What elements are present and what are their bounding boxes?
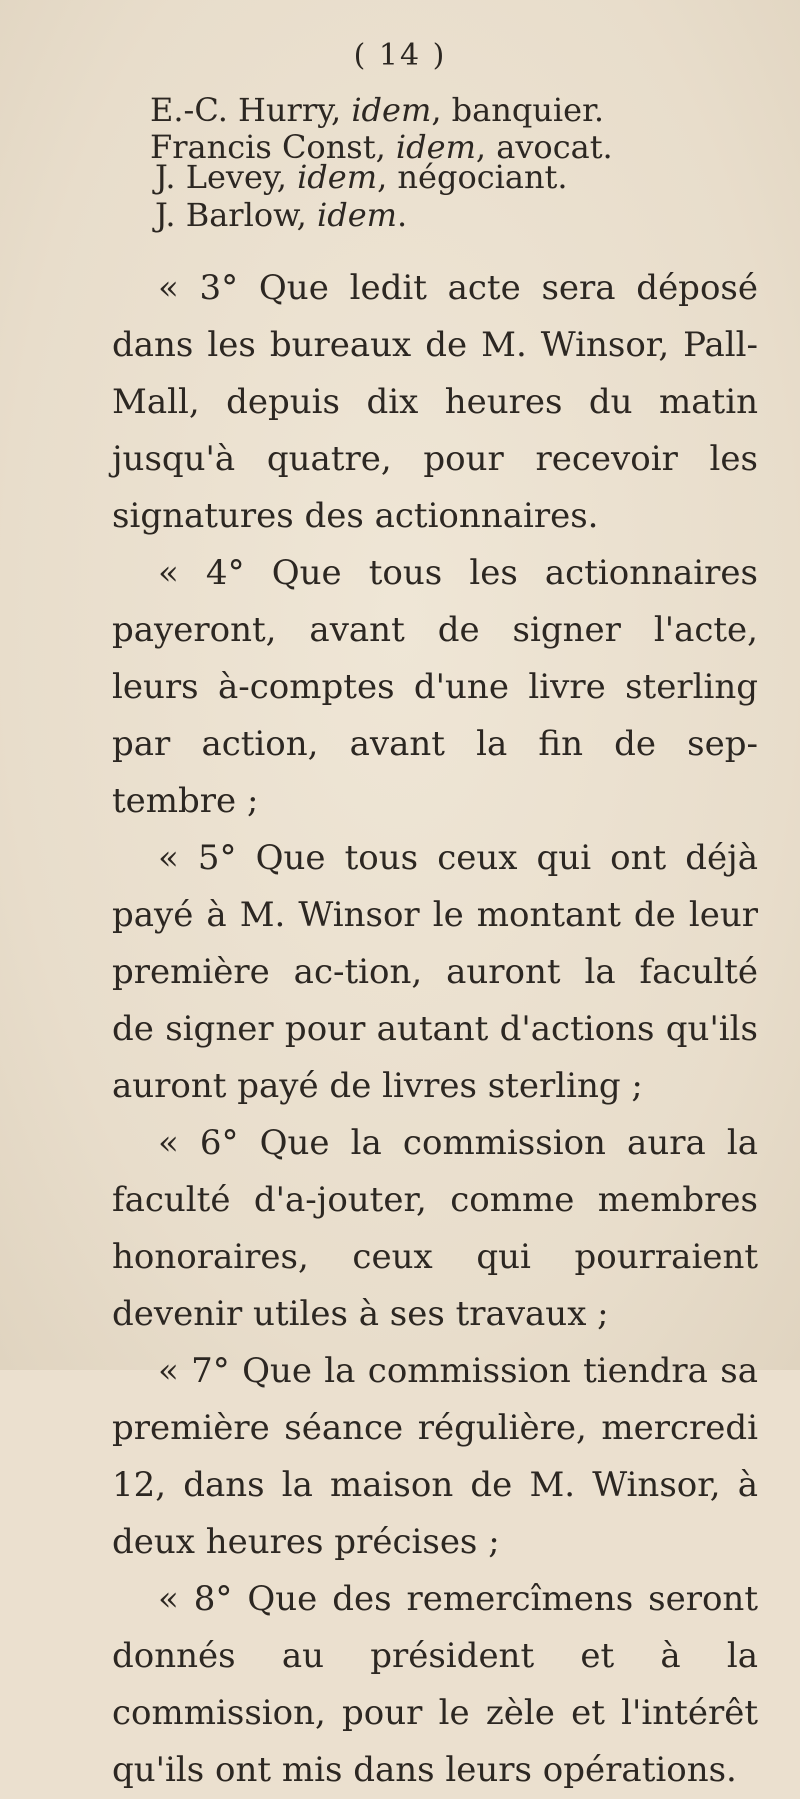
person-name: J. Levey,: [155, 158, 298, 196]
profession: , avocat.: [475, 128, 613, 166]
resolution-4: « 4° Que tous les actionnaires payeront, avant de signer l'acte, leurs à-comptes d'une livre sterling par action, avant la fin de sep-tembre ;: [112, 553, 758, 821]
idem-word: idem: [351, 91, 432, 129]
person-name: J. Barlow,: [155, 196, 318, 234]
resolution-3: « 3° Que ledit acte sera déposé dans les bureaux de M. Winsor, Pall-Mall, depuis dix heures du matin jusqu'à quatre, pour recevoir les signatures des actionnaires.: [112, 268, 758, 536]
idem-word: idem: [297, 158, 378, 196]
idem-word: idem: [317, 196, 398, 234]
person-name: E.-C. Hurry,: [150, 91, 352, 129]
resolution-8: « 8° Que des remercîmens seront donnés au président et à la commission, pour le zèle et l'intérêt qu'ils ont mis dans leurs opérations.: [112, 1579, 758, 1790]
idem-word: idem: [395, 128, 476, 166]
name-line-1: [150, 90, 604, 130]
resolutions-text: [112, 260, 758, 1799]
profession: , négociant.: [377, 158, 568, 196]
resolution-5: « 5° Que tous ceux qui ont déjà payé à M. Winsor le montant de leur première ac-tion, auront la faculté de signer pour autant d'actions qu'ils auront payé de livres sterling ;: [112, 838, 758, 1106]
resolution-7: « 7° Que la commission tiendra sa première séance régulière, mercredi 12, dans la maison de M. Winsor, à deux heures précises ;: [112, 1351, 758, 1562]
person-name: Francis Const,: [150, 128, 396, 166]
profession: , banquier.: [431, 91, 605, 129]
name-line-3: [155, 157, 568, 197]
profession: .: [397, 196, 408, 234]
page-number: ( 14 ): [353, 38, 447, 73]
resolution-6: « 6° Que la commission aura la faculté d'a-jouter, comme membres honoraires, ceux qui pourraient devenir utiles à ses travaux ;: [112, 1123, 758, 1334]
name-line-4: [155, 195, 407, 235]
